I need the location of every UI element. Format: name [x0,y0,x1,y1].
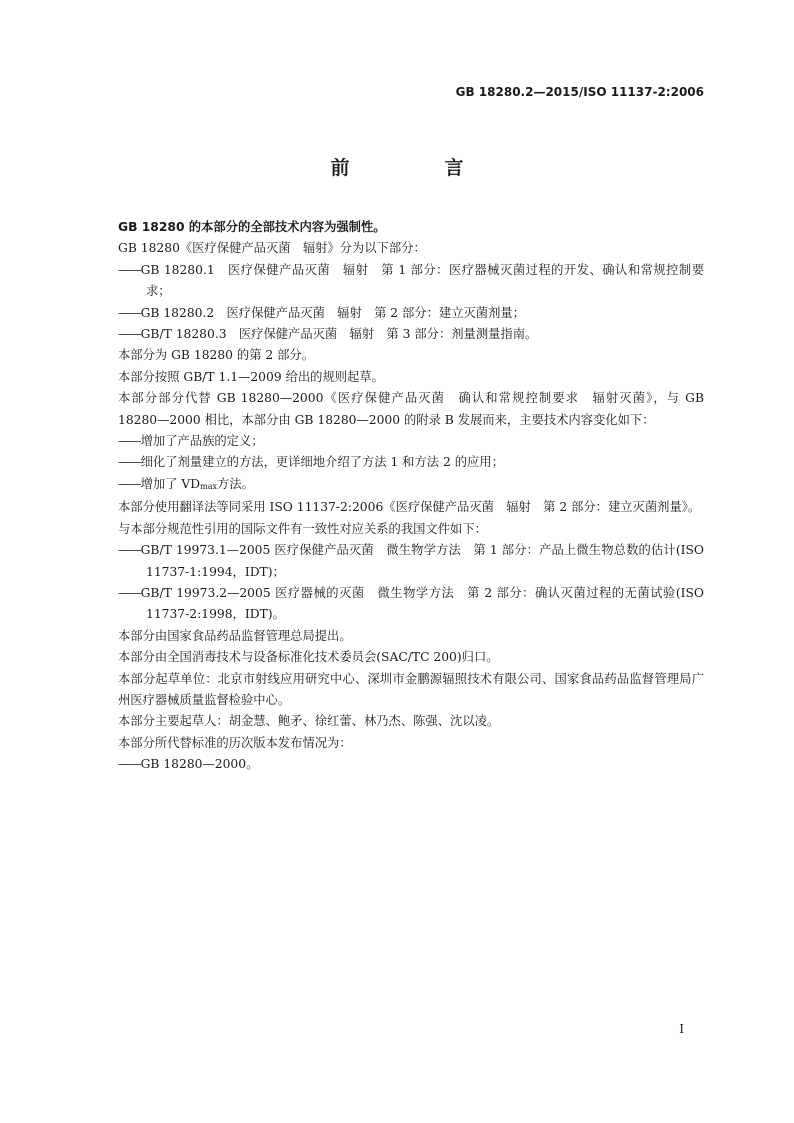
paragraph: 本部分由国家食品药品监督管理总局提出。 [118,628,352,643]
dash-mark: —— [118,455,141,470]
list-item-text: GB/T 19973.1—2005 医疗保健产品灭菌 微生物学方法 第 1 部分：产品上微生物总数的估计(ISO 11737-1:1994，IDT)； [140,543,704,579]
list-item [90,540,704,583]
page-number: I [679,1022,684,1036]
dash-mark: —— [118,585,141,600]
subscript-max: max [200,481,218,491]
list-item-text: GB/T 18280.3 医疗保健产品灭菌 辐射 第 3 部分：剂量测量指南。 [140,327,538,342]
list-item [90,452,704,473]
list-item [90,474,704,497]
list-item-text: 方法。 [217,476,254,491]
dash-mark: —— [118,476,141,491]
list-item-text: GB 18280.2 医疗保健产品灭菌 辐射 第 2 部分：建立灭菌剂量； [140,305,525,320]
list-item [90,754,704,775]
paragraph: 本部分使用翻译法等同采用 ISO 11137-2:2006《医疗保健产品灭菌 辐射 第 2 部分：建立灭菌剂量》。 [118,500,701,515]
paragraph: GB 18280《医疗保健产品灭菌 辐射》分为以下部分： [118,241,426,256]
page-header: GB 18280.2—2015/ISO 11137-2:2006 [455,85,704,99]
dash-mark: —— [118,262,141,277]
list-item [90,260,704,303]
list-item [90,324,704,345]
paragraph: 本部分主要起草人：胡金慧、鲍矛、徐红蕾、林乃杰、陈强、沈以凌。 [118,714,500,729]
dash-mark: —— [118,543,141,558]
paragraph: GB 18280 的本部分的全部技术内容为强制性。 [118,220,386,234]
list-item [90,431,704,452]
document-body [90,217,704,776]
paragraph: 本部分由全国消毒技术与设备标准化技术委员会(SAC/TC 200)归口。 [118,650,499,665]
dash-mark: —— [118,757,141,772]
list-item [90,303,704,324]
list-item-text: GB 18280—2000。 [140,757,259,772]
paragraph: 本部分为 GB 18280 的第 2 部分。 [118,348,315,363]
paragraph: 本部分起草单位：北京市射线应用研究中心、深圳市金鹏源辐照技术有限公司、国家食品药品监督管理局广州医疗器械质量监督检验中心。 [118,671,704,707]
paragraph: 与本部分规范性引用的国际文件有一致性对应关系的我国文件如下： [118,521,487,536]
list-item-text: 增加了 VD [140,476,201,491]
dash-mark: —— [118,305,141,320]
dash-mark: —— [118,327,141,342]
list-item-text: GB/T 19973.2—2005 医疗器械的灭菌 微生物学方法 第 2 部分：确认灭菌过程的无菌试验(ISO 11737-2:1998，IDT)。 [140,585,704,622]
list-item-text: 增加了产品族的定义； [140,434,264,449]
dash-mark: —— [118,434,141,449]
page-title: 前 言 [330,157,502,179]
paragraph: 本部分所代替标准的历次版本发布情况为： [118,735,352,750]
list-item [90,583,704,626]
paragraph: 本部分按照 GB/T 1.1—2009 给出的规则起草。 [118,369,384,384]
list-item-text: GB 18280.1 医疗保健产品灭菌 辐射 第 1 部分：医疗器械灭菌过程的开发、确认和常规控制要求； [140,262,704,299]
paragraph: 本部分部分代替 GB 18280—2000《医疗保健产品灭菌 确认和常规控制要求 辐射灭菌》，与 GB 18280—2000 相比，本部分由 GB 18280—2000 的附录 B 发展而来，主要技术内容变化如下： [118,391,704,427]
list-item-text: 细化了剂量建立的方法，更详细地介绍了方法 1 和方法 2 的应用； [140,455,504,470]
